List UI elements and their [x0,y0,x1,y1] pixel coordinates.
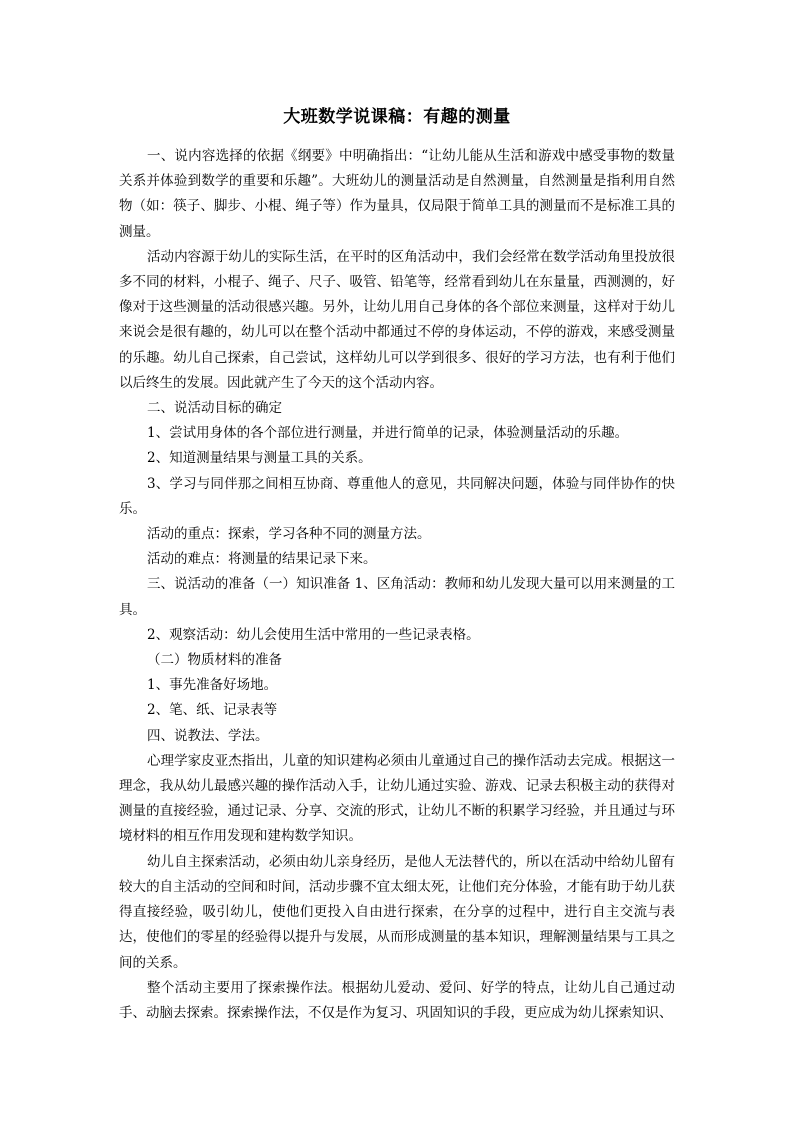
list-item: 2、笔、纸、记录表等 [147,702,278,719]
paragraph: 整个活动主要用了探索操作法。根据幼儿爱动、爱问、好学的特点，让幼儿自己通过动手、动脑去探索。探索操作法，不仅是作为复习、巩固知识的手段，更应成为幼儿探索知识、 [119,979,675,1021]
section-heading: 二、说活动目标的确定 [147,400,282,417]
paragraph: 活动的重点：探索，学习各种不同的测量方法。 [147,526,431,543]
list-item: 1、事先准备好场地。 [147,677,278,694]
paragraph: 一、说内容选择的依据《纲要》中明确指出：“让幼儿能从生活和游戏中感受事物的数量关系并体验到数学的重要和乐趣”。大班幼儿的测量活动是自然测量，自然测量是指利用自然物（如：筷子、脚步、小棍、绳子等）作为量具，仅局限于简单工具的测量而不是标准工具的测量。 [119,148,675,240]
section-heading: 三、说活动的准备（一）知识准备 1、区角活动：教师和幼儿发现大量可以用来测量的工具。 [119,576,675,618]
list-item: 3、学习与同伴那之间相互协商、尊重他人的意见，共同解决问题，体验与同伴协作的快乐。 [119,475,675,517]
list-item: 1、尝试用身体的各个部位进行测量，并进行简单的记录，体验测量活动的乐趣。 [147,425,629,442]
section-heading: 四、说教法、学法。 [147,727,269,744]
paragraph: 幼儿自主探索活动，必须由幼儿亲身经历，是他人无法替代的，所以在活动中给幼儿留有较大的自主活动的空间和时间，活动步骤不宜太细太死，让他们充分体验，才能有助于幼儿获得直接经验，吸引幼儿，使他们更投入自由进行探索，在分享的过程中，进行自主交流与表达，使他们的零星的经验得以提升与发展，从而形成测量的基本知识，理解测量结果与工具之间的关系。 [119,853,675,971]
list-item: 2、知道测量结果与测量工具的关系。 [147,450,372,467]
document-title: 大班数学说课稿：有趣的测量 [283,107,511,127]
paragraph: 活动的难点：将测量的结果记录下来。 [147,551,377,568]
document-body [119,144,675,1026]
paragraph: 活动内容源于幼儿的实际生活，在平时的区角活动中，我们会经常在数学活动角里投放很多不同的材料，小棍子、绳子、尺子、吸管、铅笔等，经常看到幼儿在东量量，西测测的，好像对于这些测量的活动很感兴趣。另外，让幼儿用自己身体的各个部位来测量，这样对于幼儿来说会是很有趣的，幼儿可以在整个活动中都通过不停的身体运动，不停的游戏，来感受测量的乐趣。幼儿自己探索，自己尝试，这样幼儿可以学到很多、很好的学习方法，也有利于他们以后终生的发展。因此就产生了今天的这个活动内容。 [119,248,675,391]
section-heading: （二）物质材料的准备 [147,652,282,669]
paragraph: 心理学家皮亚杰指出，儿童的知识建构必须由儿童通过自己的操作活动去完成。根据这一理念，我从幼儿最感兴趣的操作活动入手，让幼儿通过实验、游戏、记录去积极主动的获得对测量的直接经验，通过记录、分享、交流的形式，让幼儿不断的积累学习经验，并且通过与环境材料的相互作用发现和建构数学知识。 [119,752,675,845]
list-item: 2、观察活动：幼儿会使用生活中常用的一些记录表格。 [147,626,480,643]
